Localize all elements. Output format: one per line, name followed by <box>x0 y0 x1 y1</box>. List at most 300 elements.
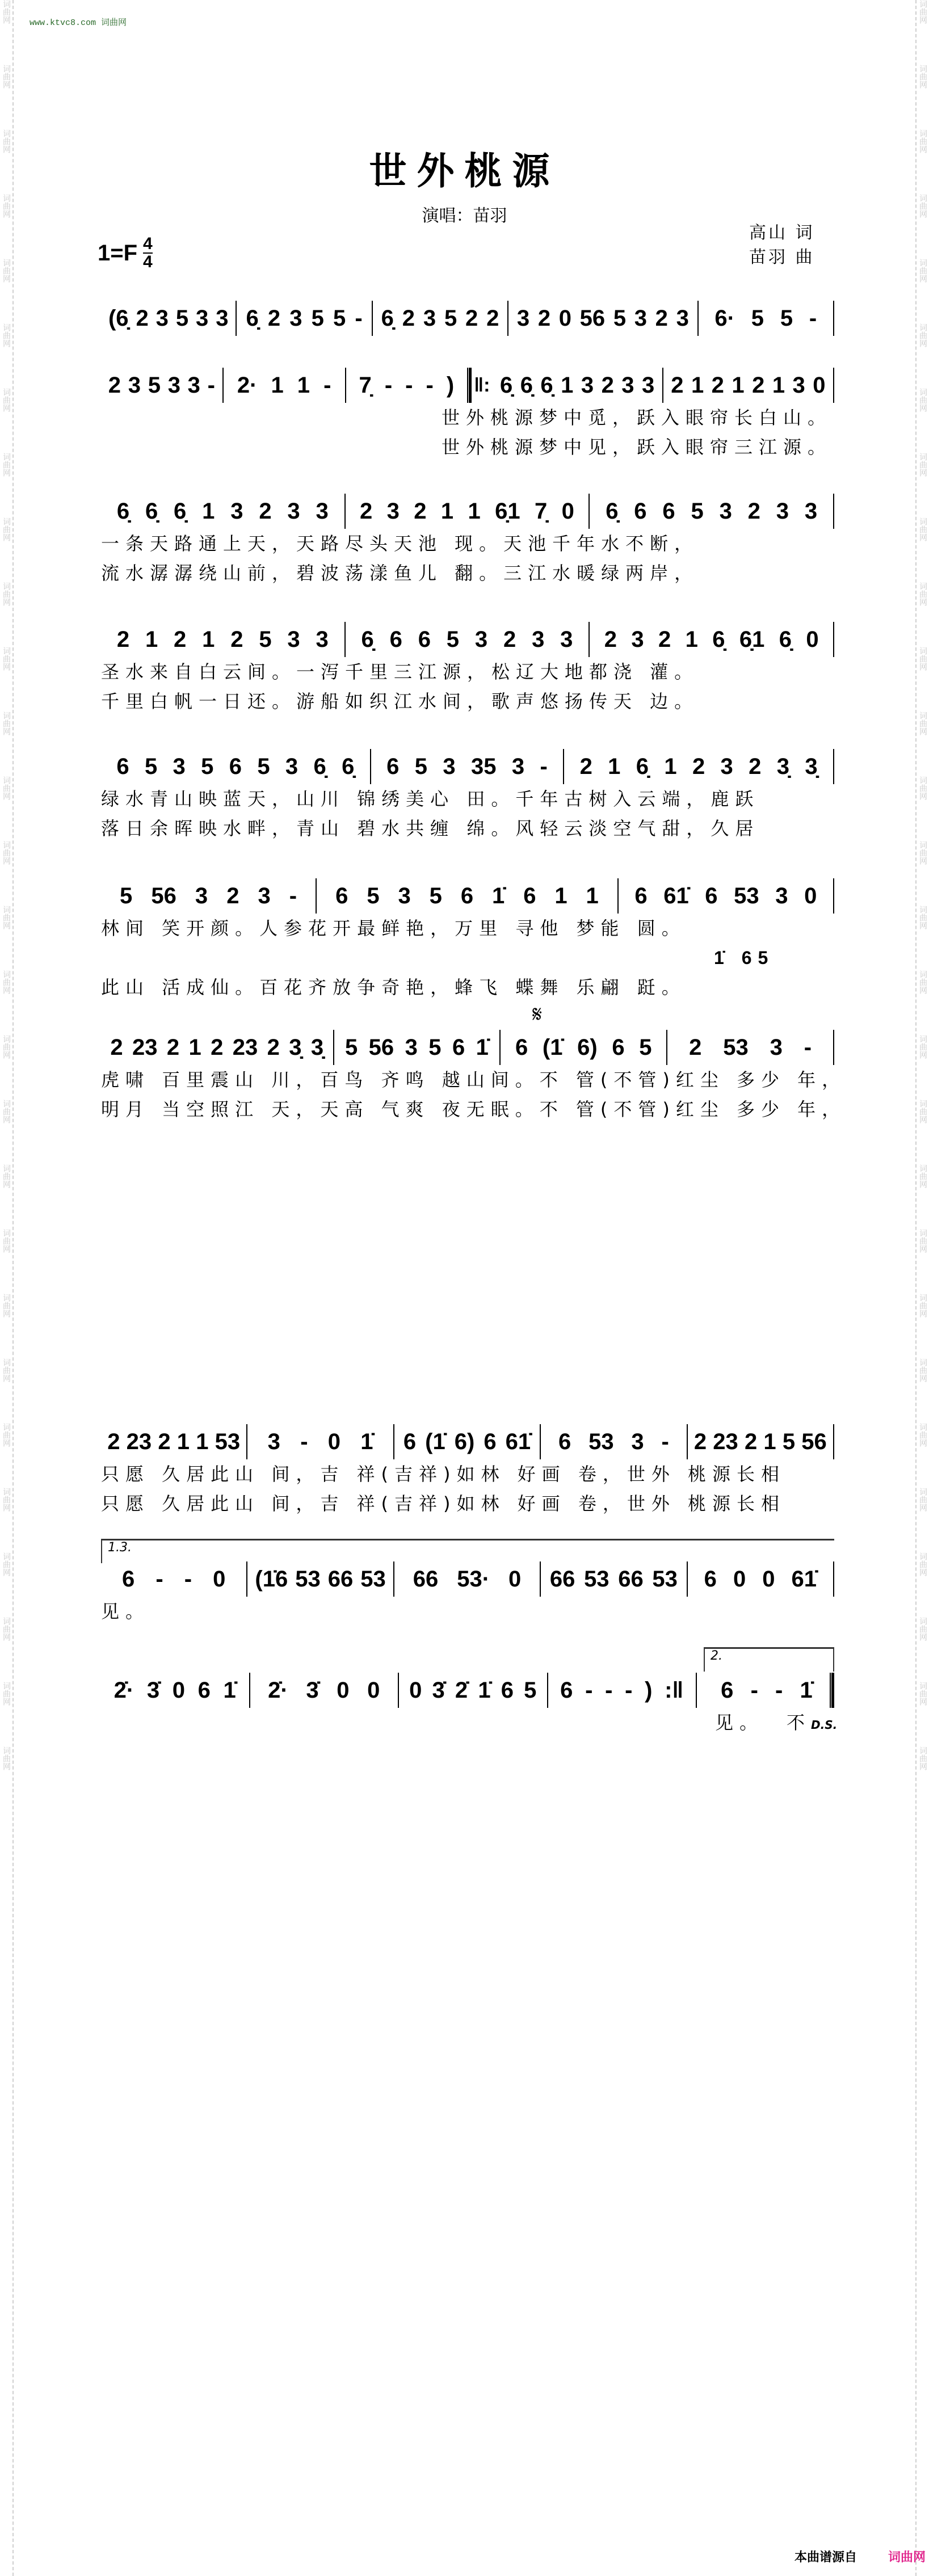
note: 66 <box>327 1566 354 1592</box>
note: 1̇ <box>800 1677 813 1703</box>
note: 2 <box>414 498 427 524</box>
note: 0 <box>367 1677 380 1703</box>
note: 0 <box>561 498 574 524</box>
note: 1 <box>176 1429 190 1454</box>
watermark-text: 词曲网 <box>918 906 927 929</box>
note: 2 <box>226 883 239 908</box>
note: 3 <box>804 498 818 524</box>
note: 3 <box>128 372 141 398</box>
note: 1 <box>202 498 215 524</box>
note: 2̇· <box>114 1677 134 1703</box>
lyric-line: 虎啸 百里震山 川，百鸟 齐鸣 越山间。不 管(不管)红尘 多少 年， <box>101 1069 847 1091</box>
watermark-text: 词曲网 <box>918 970 927 994</box>
watermark-text: 词曲网 <box>918 841 927 865</box>
note: 2 <box>402 305 415 331</box>
watermark-text: 词曲网 <box>918 1682 927 1706</box>
barline <box>833 494 834 529</box>
watermark-text: 词曲网 <box>918 1229 927 1253</box>
note: 2 <box>174 626 187 652</box>
note: 23 <box>132 1034 158 1060</box>
note: 1̇ <box>360 1429 373 1454</box>
note: 1 <box>608 754 621 779</box>
watermark-text: 词曲网 <box>918 129 927 153</box>
note: 5 <box>639 1034 652 1060</box>
note: 23 <box>713 1429 738 1454</box>
note: 6̣ <box>636 754 649 779</box>
measure <box>704 1673 830 1708</box>
note: 6 <box>705 883 718 908</box>
watermark-text: 词曲网 <box>2 453 11 477</box>
score-system <box>101 622 834 716</box>
note: 1̇ <box>492 883 505 908</box>
composer-credit: 苗羽 曲 <box>749 247 815 267</box>
measure <box>247 1424 393 1459</box>
measure <box>247 1561 393 1597</box>
note: 5 <box>444 305 457 331</box>
score-system <box>101 878 834 1002</box>
watermark-text: 词曲网 <box>918 65 927 89</box>
lyric-line: 见。 <box>101 1601 150 1622</box>
note: 2 <box>601 372 614 398</box>
watermark-text: 词曲网 <box>2 647 11 671</box>
score-system <box>101 749 834 843</box>
watermark-text: 词曲网 <box>918 1358 927 1382</box>
lyric-line: 明月 当空照江 天，天高 气爽 夜无眠。不 管(不管)红尘 多少 年， <box>101 1098 847 1120</box>
note: 61̇ <box>663 883 689 908</box>
barline <box>833 1424 834 1459</box>
note: 6 <box>501 1677 514 1703</box>
note: 6̣1 <box>495 498 520 524</box>
note: 5 <box>780 305 793 331</box>
note: - <box>605 1677 613 1703</box>
lyric-line: 此山 活成仙。百花齐放争奇艳，蜂飞 蝶舞 乐翩 跹。 <box>101 976 686 998</box>
note: 3 <box>474 626 488 652</box>
note: 1 <box>297 372 310 398</box>
note: - <box>184 1566 192 1592</box>
watermark-text: 词曲网 <box>2 1488 11 1512</box>
note: (1̇6 <box>255 1566 288 1592</box>
note: 6̣ <box>342 754 355 779</box>
note: ) <box>645 1677 653 1703</box>
score-system <box>101 1424 834 1518</box>
note: 1 <box>145 626 158 652</box>
note: 5 <box>144 754 158 779</box>
note: 6 <box>452 1034 465 1060</box>
note: 3 <box>287 498 300 524</box>
note: 6 <box>662 498 675 524</box>
staff-line <box>101 1030 834 1065</box>
note: 6̣ <box>779 626 792 652</box>
watermark-text: 词曲网 <box>2 194 11 218</box>
note: 56 <box>801 1429 827 1454</box>
measure <box>541 1424 686 1459</box>
time-signature <box>143 235 153 271</box>
barline <box>833 878 834 914</box>
note: - <box>625 1677 633 1703</box>
note: 2 <box>108 372 121 398</box>
note: 5 <box>201 754 214 779</box>
note: 2· <box>237 372 258 398</box>
note: 56 <box>151 883 176 908</box>
note: 1 <box>732 372 745 398</box>
note: 3 <box>187 372 200 398</box>
note: 5 <box>333 305 346 331</box>
note: 5 <box>344 1034 358 1060</box>
measure <box>688 1561 833 1597</box>
note: 53 <box>295 1566 321 1592</box>
note: - <box>809 305 817 331</box>
watermark-text: 词曲网 <box>918 0 927 24</box>
note: 6̣1 <box>739 626 765 652</box>
watermark-text: 词曲网 <box>918 1035 927 1059</box>
watermark-text: 词曲网 <box>2 323 11 347</box>
score-system <box>101 301 834 336</box>
measure <box>250 1673 398 1708</box>
measure <box>371 749 563 784</box>
note: 53 <box>652 1566 678 1592</box>
score-system <box>101 368 834 462</box>
note: 6· <box>714 305 735 331</box>
watermark-text: 词曲网 <box>2 129 11 153</box>
watermark-text: 词曲网 <box>2 65 11 89</box>
lyric-line: 落日余晖映水畔，青山 碧水共缠 绵。风轻云淡空气甜，久居 <box>101 818 760 839</box>
lyric-line: 只愿 久居此山 间，吉 祥(吉祥)如林 好画 卷，世外 桃源长相 <box>101 1463 786 1485</box>
note: 2 <box>486 305 499 331</box>
note: 6 <box>558 1429 571 1454</box>
watermark-text: 词曲网 <box>918 388 927 412</box>
measure <box>101 749 370 784</box>
ds-marking: D.S. <box>811 1718 838 1732</box>
watermark-text: 词曲网 <box>2 259 11 283</box>
note: 1 <box>664 754 677 779</box>
note: 2 <box>747 498 760 524</box>
note: 5 <box>429 883 442 908</box>
note: 5 <box>120 883 133 908</box>
watermark-text: 词曲网 <box>2 712 11 735</box>
footer-brand[interactable]: 词曲网 <box>888 2550 926 2565</box>
watermark-text: 词曲网 <box>2 1423 11 1447</box>
note: 3 <box>720 754 733 779</box>
watermark-text: 词曲网 <box>2 1229 11 1253</box>
watermark-text: 词曲网 <box>2 0 11 24</box>
watermark-text: 词曲网 <box>2 1100 11 1123</box>
lyric-line: 流水潺潺绕山前，碧波荡漾鱼儿 翻。三江水暖绿两岸， <box>101 562 699 584</box>
note: 2 <box>110 1034 123 1060</box>
watermark-text: 词曲网 <box>918 194 927 218</box>
note: 3 <box>267 1429 280 1454</box>
note: - <box>405 372 413 398</box>
note: 5 <box>259 626 272 652</box>
watermark-text: 词曲网 <box>2 1358 11 1382</box>
note: 1 <box>691 372 704 398</box>
note: - <box>155 1566 163 1592</box>
measure <box>101 878 316 914</box>
measure <box>101 301 236 336</box>
note: 7̣ <box>359 372 372 398</box>
note: - <box>661 1429 669 1454</box>
note: 3 <box>258 883 271 908</box>
note: 3 <box>398 883 411 908</box>
note: 5 <box>524 1677 537 1703</box>
measure <box>394 1424 540 1459</box>
note: - <box>207 372 215 398</box>
note: 53 <box>584 1566 609 1592</box>
watermark-text: 词曲网 <box>2 1746 11 1770</box>
note: 6) <box>454 1429 475 1454</box>
note: 2̇· <box>268 1677 288 1703</box>
note: 3 <box>405 1034 418 1060</box>
watermark-text: 词曲网 <box>918 582 927 606</box>
note: 3 <box>216 305 229 331</box>
watermark-text: 词曲网 <box>918 1423 927 1447</box>
note: 3 <box>631 1429 644 1454</box>
note: 1 <box>561 372 574 398</box>
note: 3̣ <box>805 754 818 779</box>
measure <box>548 1673 696 1708</box>
measure <box>399 1673 547 1708</box>
time-denominator: 4 <box>143 252 153 271</box>
lyric-line: 只愿 久居此山 间，吉 祥(吉祥)如林 好画 卷，世外 桃源长相 <box>101 1493 786 1514</box>
measure <box>101 368 222 403</box>
note: 3 <box>775 883 788 908</box>
note: 2 <box>689 1034 702 1060</box>
note: 3 <box>287 626 300 652</box>
note: 2 <box>166 1034 180 1060</box>
lyric-line: 世外桃源梦中见，跃入眼帘三江源。 <box>442 436 833 458</box>
note: 0 <box>409 1677 422 1703</box>
note: 1 <box>586 883 599 908</box>
note: 35 <box>470 754 497 779</box>
note: 3̣ <box>310 1034 324 1060</box>
note: 3 <box>621 372 634 398</box>
note: (1̇ <box>425 1429 445 1454</box>
note: 2 <box>655 305 668 331</box>
measure <box>346 368 468 403</box>
note: 3 <box>230 498 243 524</box>
note: 2 <box>259 498 272 524</box>
watermark-text: 词曲网 <box>2 776 11 800</box>
note: 3 <box>195 883 208 908</box>
note: 3̇ <box>146 1677 160 1703</box>
note: - <box>289 883 297 908</box>
note: 2 <box>230 626 243 652</box>
watermark-text: 词曲网 <box>2 388 11 412</box>
note: 6̣ <box>381 305 394 331</box>
note: 6 <box>418 626 431 652</box>
note: 6 <box>634 883 648 908</box>
note: 2 <box>211 1034 224 1060</box>
note: 5 <box>367 883 380 908</box>
note: 56 <box>579 305 606 331</box>
note: 6 <box>122 1566 135 1592</box>
note: - <box>426 372 434 398</box>
footer-source: 本曲谱源自 <box>795 2550 857 2565</box>
note: 3 <box>167 372 180 398</box>
note: 3 <box>289 305 302 331</box>
note: 0 <box>804 883 817 908</box>
watermark-text: 词曲网 <box>2 841 11 865</box>
note: 1 <box>188 1034 201 1060</box>
note: 2 <box>267 1034 280 1060</box>
staff-line <box>101 301 834 336</box>
note: 3 <box>516 305 530 331</box>
note: 53· <box>457 1566 490 1592</box>
note: 5 <box>428 1034 442 1060</box>
note: 3 <box>676 305 689 331</box>
measure <box>101 1424 246 1459</box>
measure <box>101 622 344 657</box>
note: 6 <box>515 1034 528 1060</box>
repeat-dots: ‖: <box>474 374 490 396</box>
note: 0 <box>337 1677 350 1703</box>
watermark-text: 词曲网 <box>918 776 927 800</box>
note: 1̇ <box>223 1677 236 1703</box>
note: 3 <box>443 754 456 779</box>
note: 5 <box>175 305 189 331</box>
measure <box>590 494 833 529</box>
segno-sign: 𝄋 <box>532 1001 543 1028</box>
note: 53 <box>215 1429 241 1454</box>
watermark-text: 词曲网 <box>918 1164 927 1188</box>
note: 53 <box>588 1429 614 1454</box>
barline <box>833 1561 834 1597</box>
staff-line <box>101 878 834 914</box>
measure <box>317 878 617 914</box>
watermark-text: 词曲网 <box>918 712 927 735</box>
note: 6 <box>612 1034 625 1060</box>
note: 1 <box>271 372 284 398</box>
staff-line <box>101 1561 834 1597</box>
staff-line <box>101 1673 697 1708</box>
note: 2 <box>711 372 724 398</box>
note: 2 <box>267 305 281 331</box>
note: 6 <box>403 1429 417 1454</box>
staff-line <box>704 1673 834 1708</box>
score-system <box>101 1649 838 1733</box>
note: 5 <box>311 305 324 331</box>
note: 0 <box>806 626 819 652</box>
song-title: 世外桃源 <box>369 149 560 193</box>
note: - <box>804 1034 812 1060</box>
measure <box>334 1030 500 1065</box>
note: 3 <box>770 1034 783 1060</box>
note: 3 <box>560 626 573 652</box>
note: 7̣ <box>535 498 548 524</box>
volta2-ending <box>704 1649 838 1737</box>
note: 66 <box>549 1566 575 1592</box>
note: 2 <box>465 305 478 331</box>
note: 6 <box>386 754 400 779</box>
note: 3 <box>631 626 644 652</box>
note: 6 <box>484 1429 497 1454</box>
note: 3 <box>581 372 594 398</box>
note: 6̣ <box>499 372 513 398</box>
note: 3 <box>634 305 647 331</box>
watermark-text: 词曲网 <box>2 1682 11 1706</box>
note: 3̇ <box>306 1677 319 1703</box>
measure <box>508 301 697 336</box>
note: 1 <box>763 1429 776 1454</box>
note: 6) <box>577 1034 598 1060</box>
repeat-start-barline <box>467 368 472 403</box>
note: 3 <box>386 498 400 524</box>
note: 1 <box>685 626 698 652</box>
measure <box>541 1561 686 1597</box>
note: - <box>355 305 363 331</box>
note: 6̣ <box>712 626 725 652</box>
note: 2 <box>693 1429 707 1454</box>
note: 0 <box>762 1566 775 1592</box>
note: - <box>775 1677 783 1703</box>
measure <box>688 1424 833 1459</box>
note: 5 <box>446 626 460 652</box>
watermark-text: 词曲网 <box>2 1035 11 1059</box>
note: 2 <box>537 305 551 331</box>
note: 23 <box>126 1429 152 1454</box>
note: 3 <box>155 305 169 331</box>
measure <box>224 368 345 403</box>
measure <box>101 1673 249 1708</box>
lyric-line: 千里白帆一日还。游船如织江水间，歌声悠扬传天 边。 <box>101 691 699 712</box>
note: :‖ <box>665 1677 684 1703</box>
measure <box>373 301 507 336</box>
note: 3 <box>642 372 655 398</box>
note: 2 <box>752 372 765 398</box>
lyric-line: 圣水来自白云间。一泻千里三江源，松辽大地都浇 灌。 <box>101 661 699 683</box>
note: 6̣ <box>520 372 533 398</box>
note: 0 <box>733 1566 746 1592</box>
note: 6 <box>704 1566 717 1592</box>
volta-bracket: 2. <box>704 1647 834 1672</box>
note: 2 <box>749 754 762 779</box>
staff-line <box>101 494 834 529</box>
watermark-text: 词曲网 <box>918 1552 927 1576</box>
score-system <box>101 494 834 588</box>
note: 61̇ <box>505 1429 531 1454</box>
watermark-text: 词曲网 <box>918 453 927 477</box>
note: - <box>750 1677 758 1703</box>
measure <box>699 301 833 336</box>
note: 6̣ <box>174 498 187 524</box>
note: 6 <box>389 626 402 652</box>
barline <box>833 749 834 784</box>
note: 3 <box>316 498 329 524</box>
note: 3 <box>719 498 732 524</box>
measure <box>237 301 371 336</box>
note: 0 <box>172 1677 185 1703</box>
left-watermark-border <box>0 0 14 2576</box>
measure <box>493 368 662 403</box>
note: 0 <box>813 372 826 398</box>
watermark-text: 词曲网 <box>2 1294 11 1318</box>
note: 6̣ <box>116 498 130 524</box>
note: 0 <box>558 305 571 331</box>
measure <box>564 749 833 784</box>
note: 0 <box>327 1429 341 1454</box>
note: 6 <box>523 883 536 908</box>
note: 1 <box>202 626 215 652</box>
note: 0 <box>508 1566 522 1592</box>
note: 5 <box>691 498 704 524</box>
note: 6 <box>560 1677 573 1703</box>
key-signature <box>98 235 153 271</box>
staff-line <box>101 1424 834 1459</box>
note: - <box>540 754 548 779</box>
lyric-line: 一条天路通上天，天路尽头天池 现。天池千年水不断， <box>101 533 699 554</box>
note: 6 <box>634 498 647 524</box>
note: 3 <box>423 305 436 331</box>
note: 0 <box>213 1566 226 1592</box>
